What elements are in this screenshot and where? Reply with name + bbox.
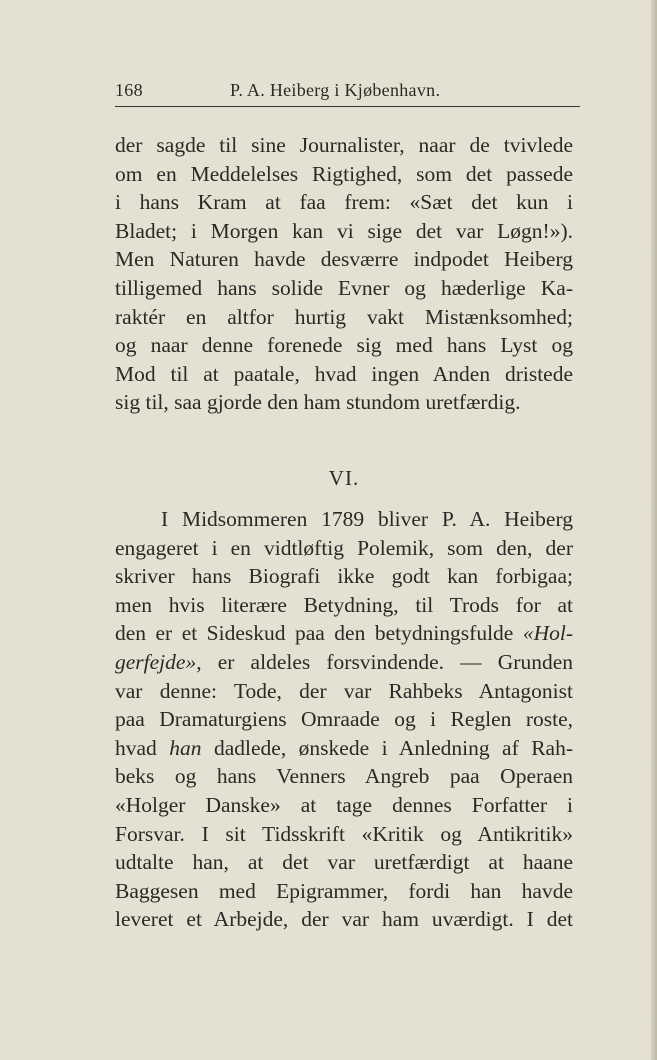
- text-line: I Midsommeren 1789 bliver P. A. Heiberg: [161, 507, 573, 531]
- text-line: i hans Kram at faa frem: «Sæt det kun i: [115, 190, 573, 215]
- text-span: , er aldeles forsvindende. — Grunden: [196, 649, 573, 674]
- text-line: [115, 648, 573, 677]
- text-line: Baggesen med Epigrammer, fordi han havde: [115, 878, 573, 903]
- text-line: tilligemed hans solide Evner og hæderlige Ka-: [115, 275, 573, 300]
- text-span: dadlede, ønskede i Anledning af Rah-: [201, 735, 574, 760]
- text-span: den er et Sideskud paa den betydningsfulde: [115, 621, 523, 646]
- paragraph-2: [115, 505, 573, 934]
- text-line: paa Dramaturgiens Omraade og i Reglen roste,: [115, 707, 573, 732]
- text-line: raktér en altfor hurtig vakt Mistænksomhed;: [115, 304, 573, 329]
- page-edge: [651, 0, 657, 1060]
- text-line: [115, 619, 573, 648]
- text-line: engageret i en vidtløftig Polemik, som den, der: [115, 535, 573, 560]
- text-line: var denne: Tode, der var Rahbeks Antagonist: [115, 678, 573, 703]
- text-line: Forsvar. I sit Tidsskrift «Kritik og Antikritik»: [115, 821, 573, 846]
- text-line: der sagde til sine Journalister, naar de tvivlede: [115, 133, 573, 157]
- text-line: men hvis literære Betydning, til Trods for at: [115, 592, 573, 617]
- text-line: «Holger Danske» at tage dennes Forfatter i: [115, 792, 573, 817]
- italic-title: «Hol-: [522, 621, 573, 646]
- text-line: beks og hans Venners Angreb paa Operaen: [115, 764, 573, 789]
- text-span: hvad: [115, 735, 170, 760]
- text-line: skriver hans Biografi ikke godt kan forbigaa;: [115, 564, 573, 589]
- text-line: Men Naturen havde desværre indpodet Heiberg: [115, 247, 573, 272]
- text-line: [115, 734, 573, 763]
- text-line: og naar denne forenede sig med hans Lyst og: [115, 333, 573, 358]
- section-heading: VI.: [328, 466, 360, 490]
- italic-title: gerfejde»: [115, 649, 197, 674]
- italic-word: han: [169, 735, 202, 760]
- text-line: Bladet; i Morgen kan vi sige det var Løgn!»).: [115, 218, 573, 243]
- text-line: sig til, saa gjorde den ham stundom uretfærdig.: [115, 390, 521, 415]
- paragraph-1: [115, 131, 573, 417]
- text-line: udtalte han, at det var uretfærdigt at haane: [115, 850, 573, 875]
- page-header: [115, 80, 573, 104]
- running-title: P. A. Heiberg i Kjøbenhavn.: [230, 80, 441, 100]
- header-rule: [115, 106, 580, 107]
- text-line: leveret et Arbejde, der var ham uværdigt. I det: [115, 907, 573, 932]
- text-line: Mod til at paatale, hvad ingen Anden dristede: [115, 361, 573, 386]
- text-line: om en Meddelelses Rigtighed, som det passede: [115, 161, 573, 186]
- page-number: 168: [115, 80, 143, 100]
